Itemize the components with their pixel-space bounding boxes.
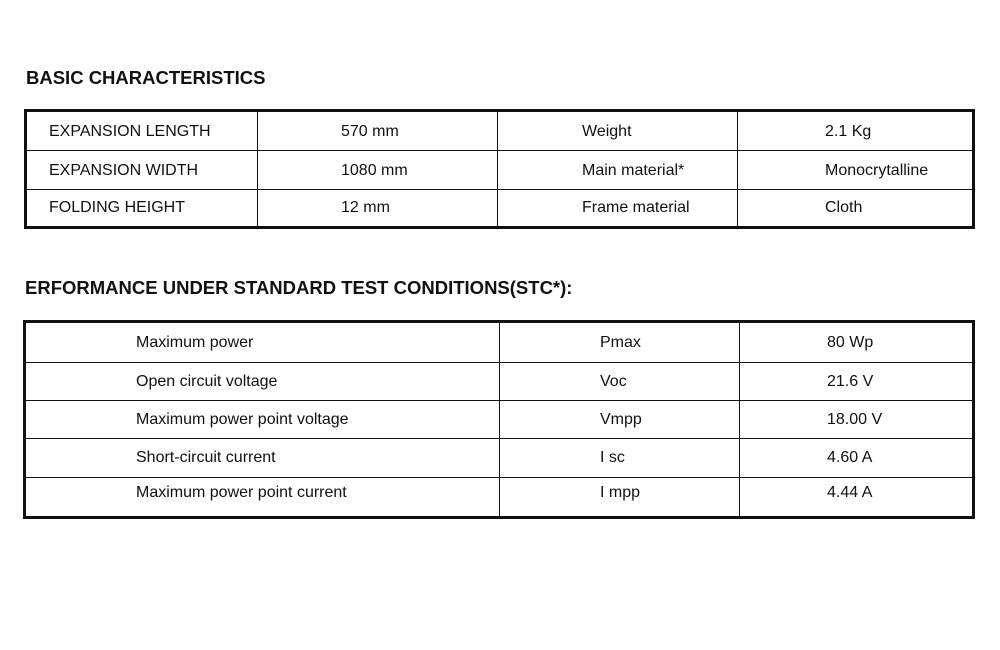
folding-height-value: 12 mm xyxy=(341,199,390,216)
value-cell xyxy=(739,439,972,477)
label-cell xyxy=(27,190,257,226)
performance-table xyxy=(23,320,975,519)
parameter-label: Open circuit voltage xyxy=(136,373,278,390)
table-row xyxy=(27,189,972,226)
value-cell xyxy=(737,112,972,151)
label-cell xyxy=(497,151,737,190)
frame-material-label: Frame material xyxy=(582,199,690,216)
parameter-cell xyxy=(26,478,499,516)
table-row xyxy=(27,112,972,151)
value-label: 21.6 V xyxy=(827,373,874,390)
symbol-label: I mpp xyxy=(600,484,641,501)
label-cell xyxy=(497,190,737,226)
value-cell xyxy=(257,190,497,226)
value-cell xyxy=(739,323,972,363)
table-row xyxy=(27,150,972,190)
value-cell xyxy=(737,190,972,226)
label-cell xyxy=(27,112,257,151)
parameter-cell xyxy=(26,439,499,477)
parameter-cell xyxy=(26,363,499,401)
expansion-width-value: 1080 mm xyxy=(341,161,408,179)
label-cell xyxy=(497,112,737,151)
symbol-cell xyxy=(499,323,739,363)
parameter-label: Maximum power point current xyxy=(136,484,347,501)
symbol-cell xyxy=(499,363,739,401)
symbol-cell xyxy=(499,401,739,439)
expansion-length-value: 570 mm xyxy=(341,122,399,140)
frame-material-value: Cloth xyxy=(825,199,863,216)
parameter-label: Maximum power xyxy=(136,334,254,351)
label-cell xyxy=(27,151,257,190)
parameter-label: Maximum power point voltage xyxy=(136,411,349,428)
value-label: 18.00 V xyxy=(827,411,883,428)
symbol-label: I sc xyxy=(600,449,625,466)
value-cell xyxy=(739,401,972,439)
value-cell xyxy=(739,478,972,516)
expansion-length-label: EXPANSION LENGTH xyxy=(49,122,211,140)
main-material-value: Monocrytalline xyxy=(825,161,929,179)
weight-label: Weight xyxy=(582,122,632,140)
main-material-label: Main material* xyxy=(582,161,685,179)
value-label: 4.44 A xyxy=(827,484,873,501)
weight-value: 2.1 Kg xyxy=(825,122,872,140)
symbol-label: Voc xyxy=(600,373,627,390)
value-cell xyxy=(257,112,497,151)
symbol-label: Pmax xyxy=(600,334,641,351)
parameter-cell xyxy=(26,323,499,363)
value-label: 4.60 A xyxy=(827,449,873,466)
performance-heading: ERFORMANCE UNDER STANDARD TEST CONDITIONS(STC*): xyxy=(25,277,573,298)
value-label: 80 Wp xyxy=(827,334,874,351)
value-cell xyxy=(257,151,497,190)
table-row xyxy=(26,438,972,477)
symbol-label: Vmpp xyxy=(600,411,642,428)
parameter-label: Short-circuit current xyxy=(136,449,276,466)
value-cell xyxy=(737,151,972,190)
basic-characteristics-heading: BASIC CHARACTERISTICS xyxy=(26,67,266,88)
symbol-cell xyxy=(499,478,739,516)
symbol-cell xyxy=(499,439,739,477)
table-row xyxy=(26,323,972,363)
folding-height-label: FOLDING HEIGHT xyxy=(49,199,186,216)
parameter-cell xyxy=(26,401,499,439)
table-row xyxy=(26,400,972,439)
basic-characteristics-table xyxy=(24,109,975,229)
table-row xyxy=(26,477,972,516)
table-row xyxy=(26,362,972,401)
value-cell xyxy=(739,363,972,401)
expansion-width-label: EXPANSION WIDTH xyxy=(49,161,199,179)
